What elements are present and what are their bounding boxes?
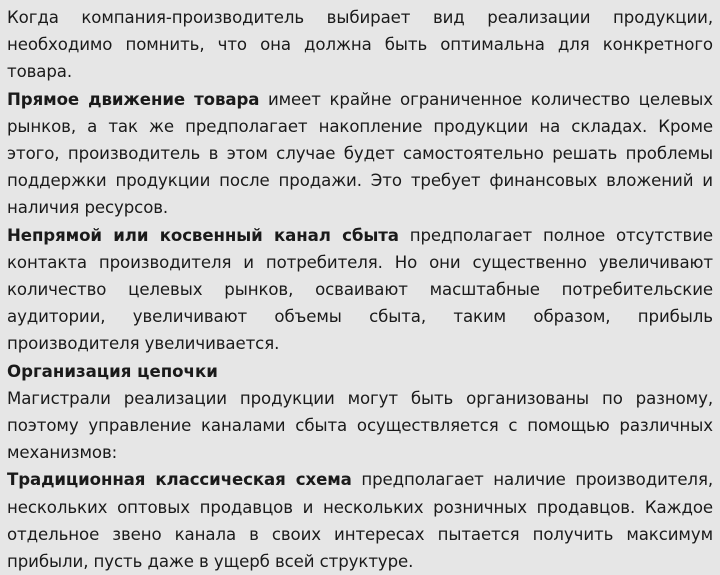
term-indirect-channel: Непрямой или косвенный канал сбыта (7, 225, 399, 245)
paragraph-indirect-channel (7, 222, 713, 358)
section-heading-chain-organization: Организация цепочки (7, 361, 218, 381)
paragraph-intro-text: Когда компания-производитель выбирает вид реализации продукции, необходимо помнить, что она должна быть оптимальна для конкретного товара. (7, 8, 713, 82)
term-direct-movement: Прямое движение товара (7, 89, 260, 109)
paragraph-direct-movement-text: имеет крайне ограниченное количество целевых рынков, а так же предполагает накопление продукции на складах. Кроме этого, производитель в этом случае будет самостоятельно решать проблемы поддержки продукции после продажи. Это требует финансовых вложений и наличия ресурсов. (7, 89, 713, 218)
paragraph-traditional-scheme (7, 466, 713, 575)
paragraph-traditional-scheme-text: предполагает наличие производителя, нескольких оптовых продавцов и нескольких розничных продавцов. Каждое отдельное звено канала в своих интересах пытается получить максимум прибыли, пусть даже в ущерб всей структуре. (7, 470, 713, 572)
paragraph-indirect-channel-text: предполагает полное отсутствие контакта производителя и потребителя. Но они существенно увеличивают количество целевых рынков, осваивают масштабные потребительские аудитории, увеличивают объемы сбыта, таким образом, прибыль производителя увеличивается. (7, 225, 713, 354)
term-traditional-scheme: Традиционная классическая схема (7, 470, 352, 490)
paragraph-direct-movement (7, 86, 713, 222)
paragraph-channel-management (7, 385, 713, 467)
paragraph-channel-management-text: Магистрали реализации продукции могут быть организованы по разному, поэтому управление каналами сбыта осуществляется с помощью различных механизмов: (7, 388, 713, 463)
paragraph-intro (7, 4, 713, 86)
